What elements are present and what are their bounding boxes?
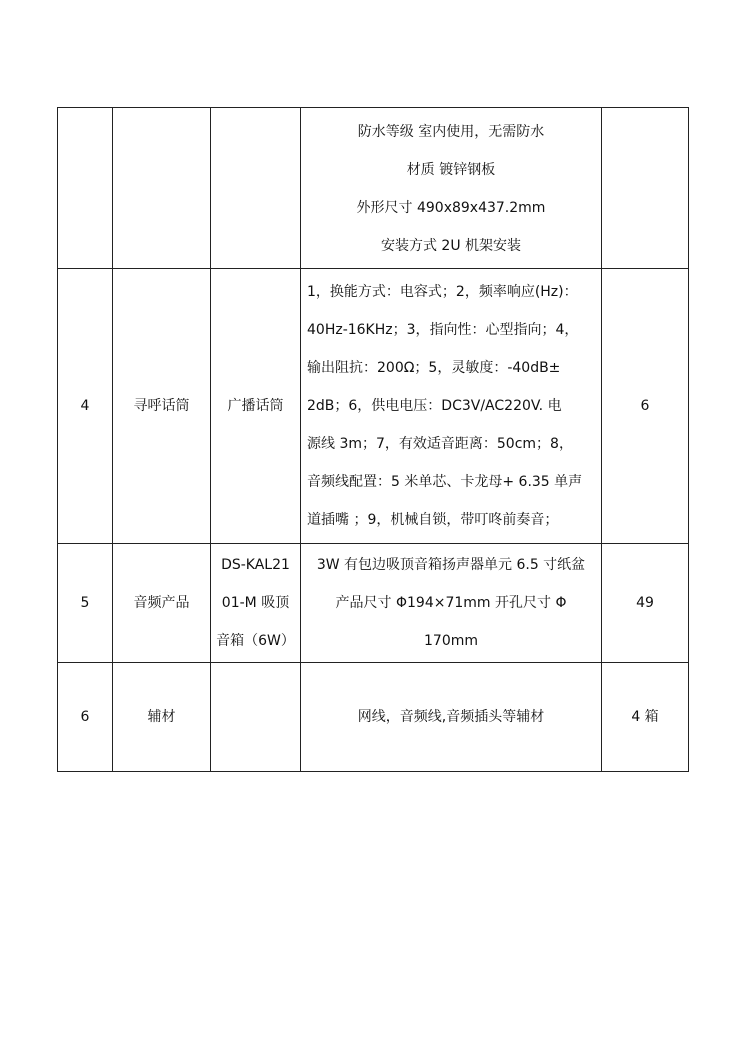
cell-description [301, 108, 602, 269]
desc-line: 音频线配置：5 米单芯、卡龙母+ 6.35 单声 [307, 474, 583, 490]
desc-line: 防水等级 室内使用，无需防水 [357, 124, 545, 140]
table-row [58, 269, 689, 544]
table-row [58, 663, 689, 772]
cell-model [211, 269, 301, 544]
cell-qty [602, 108, 689, 269]
table-row [58, 108, 689, 269]
desc-line: 产品尺寸 Φ194×71mm 开孔尺寸 Φ [335, 595, 567, 611]
model-line: 音箱（6W） [216, 633, 295, 649]
desc-line: 安装方式 2U 机架安装 [380, 238, 522, 254]
cell-description [301, 269, 602, 544]
cell-qty: 49 [602, 544, 689, 663]
desc-line: 40Hz-16KHz；3，指向性：心型指向；4， [307, 322, 579, 338]
cell-qty: 4 箱 [602, 663, 689, 772]
cell-description [301, 663, 602, 772]
cell-no [58, 108, 113, 269]
model-line: DS-KAL21 [221, 557, 290, 573]
desc-line: 3W 有包边吸顶音箱扬声器单元 6.5 寸纸盆 [316, 557, 586, 573]
desc-line: 1，换能方式：电容式；2，频率响应(Hz)： [307, 284, 578, 300]
desc-line: 网线，音频线,音频插头等辅材 [357, 709, 545, 725]
desc-line: 外形尺寸 490x89x437.2mm [356, 200, 546, 216]
table-row [58, 544, 689, 663]
cell-model [211, 663, 301, 772]
desc-line: 2dB；6，供电电压：DC3V/AC220V. 电 [307, 398, 562, 414]
equipment-spec-table [57, 107, 689, 772]
desc-line: 材质 镀锌钢板 [406, 162, 496, 178]
desc-line: 道插嘴 ；9，机械自锁，带叮咚前奏音； [307, 512, 559, 528]
desc-line: 170mm [424, 633, 478, 649]
desc-line: 输出阻抗：200Ω；5，灵敏度：-40dB± [307, 360, 561, 376]
cell-no: 4 [58, 269, 113, 544]
cell-name [113, 108, 211, 269]
cell-no: 6 [58, 663, 113, 772]
desc-line: 源线 3m；7，有效适音距离：50cm；8， [307, 436, 573, 452]
model-line: 广播话筒 [227, 398, 284, 414]
cell-model [211, 544, 301, 663]
cell-description [301, 544, 602, 663]
cell-name: 辅材 [113, 663, 211, 772]
cell-model [211, 108, 301, 269]
cell-name: 音频产品 [113, 544, 211, 663]
cell-no: 5 [58, 544, 113, 663]
model-line: 01-M 吸顶 [221, 595, 290, 611]
cell-name: 寻呼话筒 [113, 269, 211, 544]
cell-qty: 6 [602, 269, 689, 544]
